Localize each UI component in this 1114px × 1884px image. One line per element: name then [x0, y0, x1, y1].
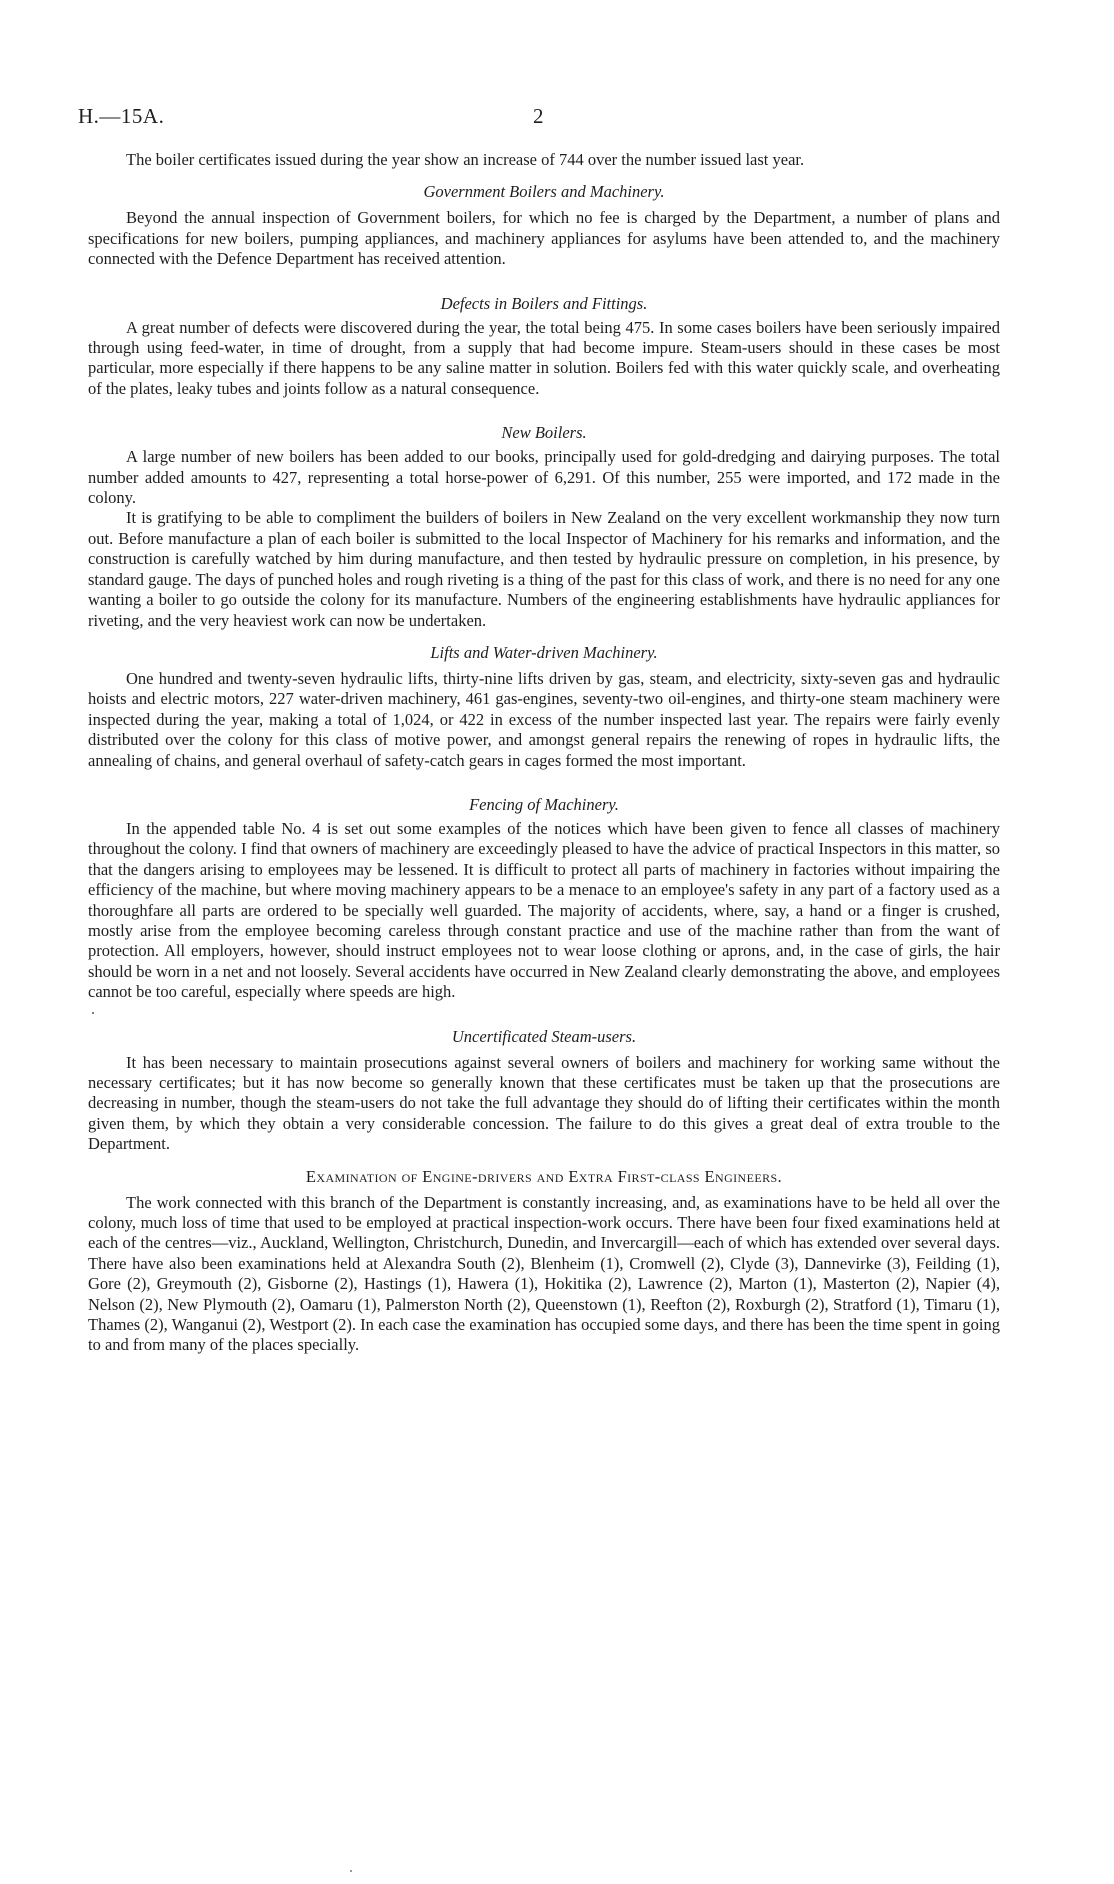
heading-fencing: Fencing of Machinery. — [469, 794, 619, 814]
lifts-paragraph: One hundred and twenty-seven hydraulic lifts, thirty-nine lifts driven by gas, steam, and electricity, sixty-seven gas and hydraulic hoists and electric motors, 227 water-driven machinery, 461 gas-engines, seventy-two oil-engines, and thirty-one steam machinery were inspected during the year, making a total of 1,024, or 422 in excess of the number inspected last year. The repairs were fairly evenly distributed over the colony for this class of motive power, and amongst general repairs the renewing of ropes in hydraulic lifts, the annealing of chains, and general overhaul of safety-catch gears in cages formed the most important. — [88, 668, 1000, 770]
uncertificated-paragraph: It has been necessary to maintain prosecutions against several owners of boilers and machinery for working same without the necessary certificates; but it has now become so generally known that these certificates must be taken up that the prosecutions are decreasing in number, though the steam-users do not take the full advantage they should do of lifting their certificates within the month given them, by which they obtain a very considerable concession. The failure to do this gives a great deal of extra trouble to the Department. — [88, 1052, 1000, 1154]
heading-examination: Examination of Engine-drivers and Extra First-class Engineers. — [305, 1166, 783, 1186]
heading-defects: Defects in Boilers and Fittings. — [440, 293, 648, 313]
government-paragraph: Beyond the annual inspection of Government boilers, for which no fee is charged by the Department, a number of plans and specifications for new boilers, pumping appliances, and machinery appliances for asylums have been attended to, and the machinery connected with the Defence Department has received attention. — [88, 208, 1000, 269]
new-boilers-paragraph-1: A large number of new boilers has been added to our books, principally used for gold-dredging and dairying purposes. The total number added amounts to 427, representing a total horse-power of 6,291. Of this number, 255 were imported, and 172 made in the colony. — [88, 447, 1000, 508]
document-body — [88, 150, 1000, 1356]
page-header — [78, 104, 1008, 132]
heading-government-boilers: Government Boilers and Machinery. — [423, 182, 665, 202]
document-reference: H.—15A. — [78, 104, 165, 128]
defects-paragraph: A great number of defects were discovered during the year, the total being 475. In some cases boilers have been seriously impaired through using feed-water, in time of drought, from a supply that had become impure. Steam-users should in these cases be most particular, more especially if there happens to be any saline matter in solution. Boilers fed with this water quickly scale, and overheating of the plates, leaky tubes and joints follow as a natural consequence. — [88, 317, 1000, 398]
fencing-paragraph: In the appended table No. 4 is set out some examples of the notices which have been given to fence all classes of machinery throughout the colony. I find that owners of machinery are exceedingly pleased to have the advice of practical Inspectors in this matter, so that the dangers arising to employees may be lessened. It is difficult to protect all parts of machinery in factories without impairing the efficiency of the machine, but where moving machinery appears to be a menace to an employee's safety in any part of a factory used as a thoroughfare all parts are ordered to be specially well guarded. The majority of accidents, where, say, a hand or a finger is crushed, mostly arise from the employee becoming careless through constant practice and use of the machine rather than from the want of protection. All employers, however, should instruct employees not to wear loose clothing or aprons, and, in the case of girls, the hair should be worn in a net and not loosely. Several accidents have occurred in New Zealand clearly demonstrating the above, and employees cannot be too careful, especially where speeds are high. — [88, 818, 1000, 1002]
page-number: 2 — [533, 104, 544, 128]
heading-lifts: Lifts and Water-driven Machinery. — [430, 642, 658, 662]
intro-paragraph: The boiler certificates issued during the year show an increase of 744 over the number issued last year. — [126, 150, 805, 169]
heading-new-boilers: New Boilers. — [501, 423, 587, 443]
examination-paragraph: The work connected with this branch of the Department is constantly increasing, and, as examinations have to be held all over the colony, much loss of time that used to be employed at practical inspection-work occurs. There have been four fixed examinations held at each of the centres—viz., Auckland, Wellington, Christchurch, Dunedin, and Invercargill—each of which has extended over several days. There have also been examinations held at Alexandra South (2), Blenheim (1), Cromwell (2), Clyde (3), Dannevirke (3), Feilding (1), Gore (2), Greymouth (2), Gisborne (2), Hastings (1), Hawera (1), Hokitika (2), Lawrence (2), Marton (1), Masterton (2), Napier (4), Nelson (2), New Plymouth (2), Oamaru (1), Palmerston North (2), Queenstown (1), Reefton (2), Roxburgh (2), Stratford (1), Timaru (1), Thames (2), Wanganui (2), Westport (2). In each case the examination has occupied some days, and there has been the time spent in going to and from many of the places specially. — [88, 1192, 1000, 1355]
new-boilers-paragraph-2: It is gratifying to be able to compliment the builders of boilers in New Zealand on the very excellent workmanship they now turn out. Before manufacture a plan of each boiler is submitted to the local Inspector of Machinery for his remarks and information, and the construction is carefully watched by him during manufacture, and then tested by hydraulic pressure on completion, in his presence, by standard gauge. The days of punched holes and rough riveting is a thing of the past for this class of work, and there is no need for any one wanting a boiler to go outside the colony for its manufacture. Numbers of the engineering establishments have hydraulic appliances for riveting, and the very heaviest work can now be undertaken. — [88, 508, 1000, 630]
heading-uncertificated: Uncertificated Steam-users. — [451, 1026, 637, 1046]
stray-mark — [92, 1012, 94, 1014]
stray-mark — [350, 1870, 352, 1872]
